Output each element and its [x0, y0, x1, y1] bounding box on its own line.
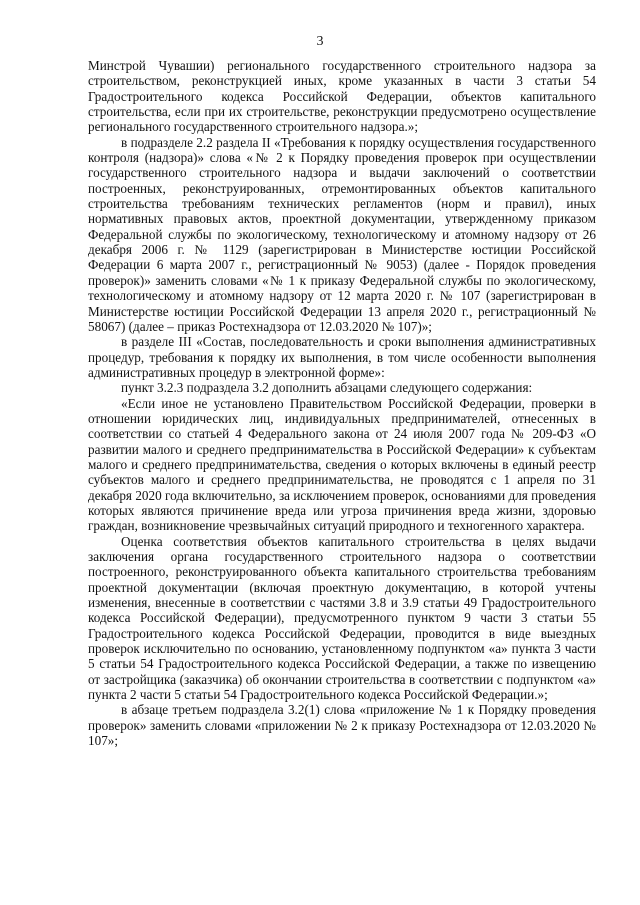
paragraph-5: «Если иное не установлено Правительством Российской Федерации, проверки в отношении юридических лиц, индивидуальных предпринимателей, отнесенных в соответствии со статьей 4 Федерального закона от 24 июля 2007 года № 209-ФЗ «О развитии малого и среднего предпринимательства в Российской Федерации» к субъектам малого и среднего предпринимательства, сведения о которых включены в единый реестр субъектов малого и среднего предпринимательства, не проводятся с 1 апреля по 31 декабря 2020 года включительно, за исключением проверок, основаниями для проведения которых являются причинение вреда или угроза причинения вреда жизни, здоровью граждан, возникновение чрезвычайных ситуаций природного и техногенного характера.: [88, 395, 596, 534]
paragraph-7: в абзаце третьем подраздела 3.2(1) слова «приложение № 1 к Порядку проведения проверок» заменить словами «приложении № 2 к приказу Ростехнадзора от 12.03.2020 № 107»;: [88, 702, 596, 749]
page-number: 3: [316, 34, 324, 49]
paragraph-4: пункт 3.2.3 подраздела 3.2 дополнить абзацами следующего содержания:: [121, 380, 533, 396]
paragraph-3: в разделе III «Состав, последовательность и сроки выполнения административных процедур, требования к порядку их выполнения, в том числе особенности выполнения административных процедур в электронной форме»:: [88, 334, 596, 380]
paragraph-6: Оценка соответствия объектов капитального строительства в целях выдачи заключения органа государственного строительного надзора о соответствии построенного, реконструированного объекта капитального строительства требованиям проектной документации (включая проектную документацию, в которой учтены изменения, внесенные в соответствии с частями 3.8 и 3.9 статьи 49 Градостроительного кодекса Российской Федерации), предусмотренного пунктом 9 части 3 статьи 55 Градостроительного кодекса Российской Федерации, проводится в виде выездных проверок исключительно по основанию, установленному подпунктом «а» пункта 3 части 5 статьи 54 Градостроительного кодекса Российской Федерации, а также по извещению от застройщика (заказчика) об окончании строительства в соответствии с подпунктом «а» пункта 2 части 5 статьи 54 Градостроительного кодекса Российской Федерации.»;: [88, 533, 596, 703]
document-body: [88, 58, 596, 748]
paragraph-1: Минстрой Чувашии) регионального государственного строительного надзора за строительством, реконструкцией иных, кроме указанных в части 3 статьи 54 Градостроительного кодекса Российской Федерации, объектов капитального строительства, если при их строительстве, реконструкции предусмотрено осуществление регионального государственного строительного надзора.»;: [88, 58, 596, 135]
paragraph-2: в подразделе 2.2 раздела II «Требования к порядку осуществления государственного контроля (надзора)» слова «№ 2 к Порядку проведения проверок при осуществлении государственного строительного надзора и выдачи заключений о соответствии построенных, реконструированных, отремонтированных объектов капитального строительства требованиям технических регламентов (норм и правил), иных нормативных правовых актов, проектной документации, утвержденному приказом Федеральной службы по экологическому, технологическому и атомному надзору от 26 декабря 2006 г. № 1129 (зарегистрирован в Министерстве юстиции Российской Федерации 6 марта 2007 г., регистрационный № 9053) (далее - Порядок проведения проверок)» заменить словами «№ 1 к приказу Федеральной службы по экологическому, технологическому и атомному надзору от 12 марта 2020 г. № 107 (зарегистрирован в Министерстве юстиции Российской Федерации 13 апреля 2020 г., регистрационный № 58067) (далее – приказ Ростехнадзора от 12.03.2020 № 107)»;: [88, 134, 596, 334]
